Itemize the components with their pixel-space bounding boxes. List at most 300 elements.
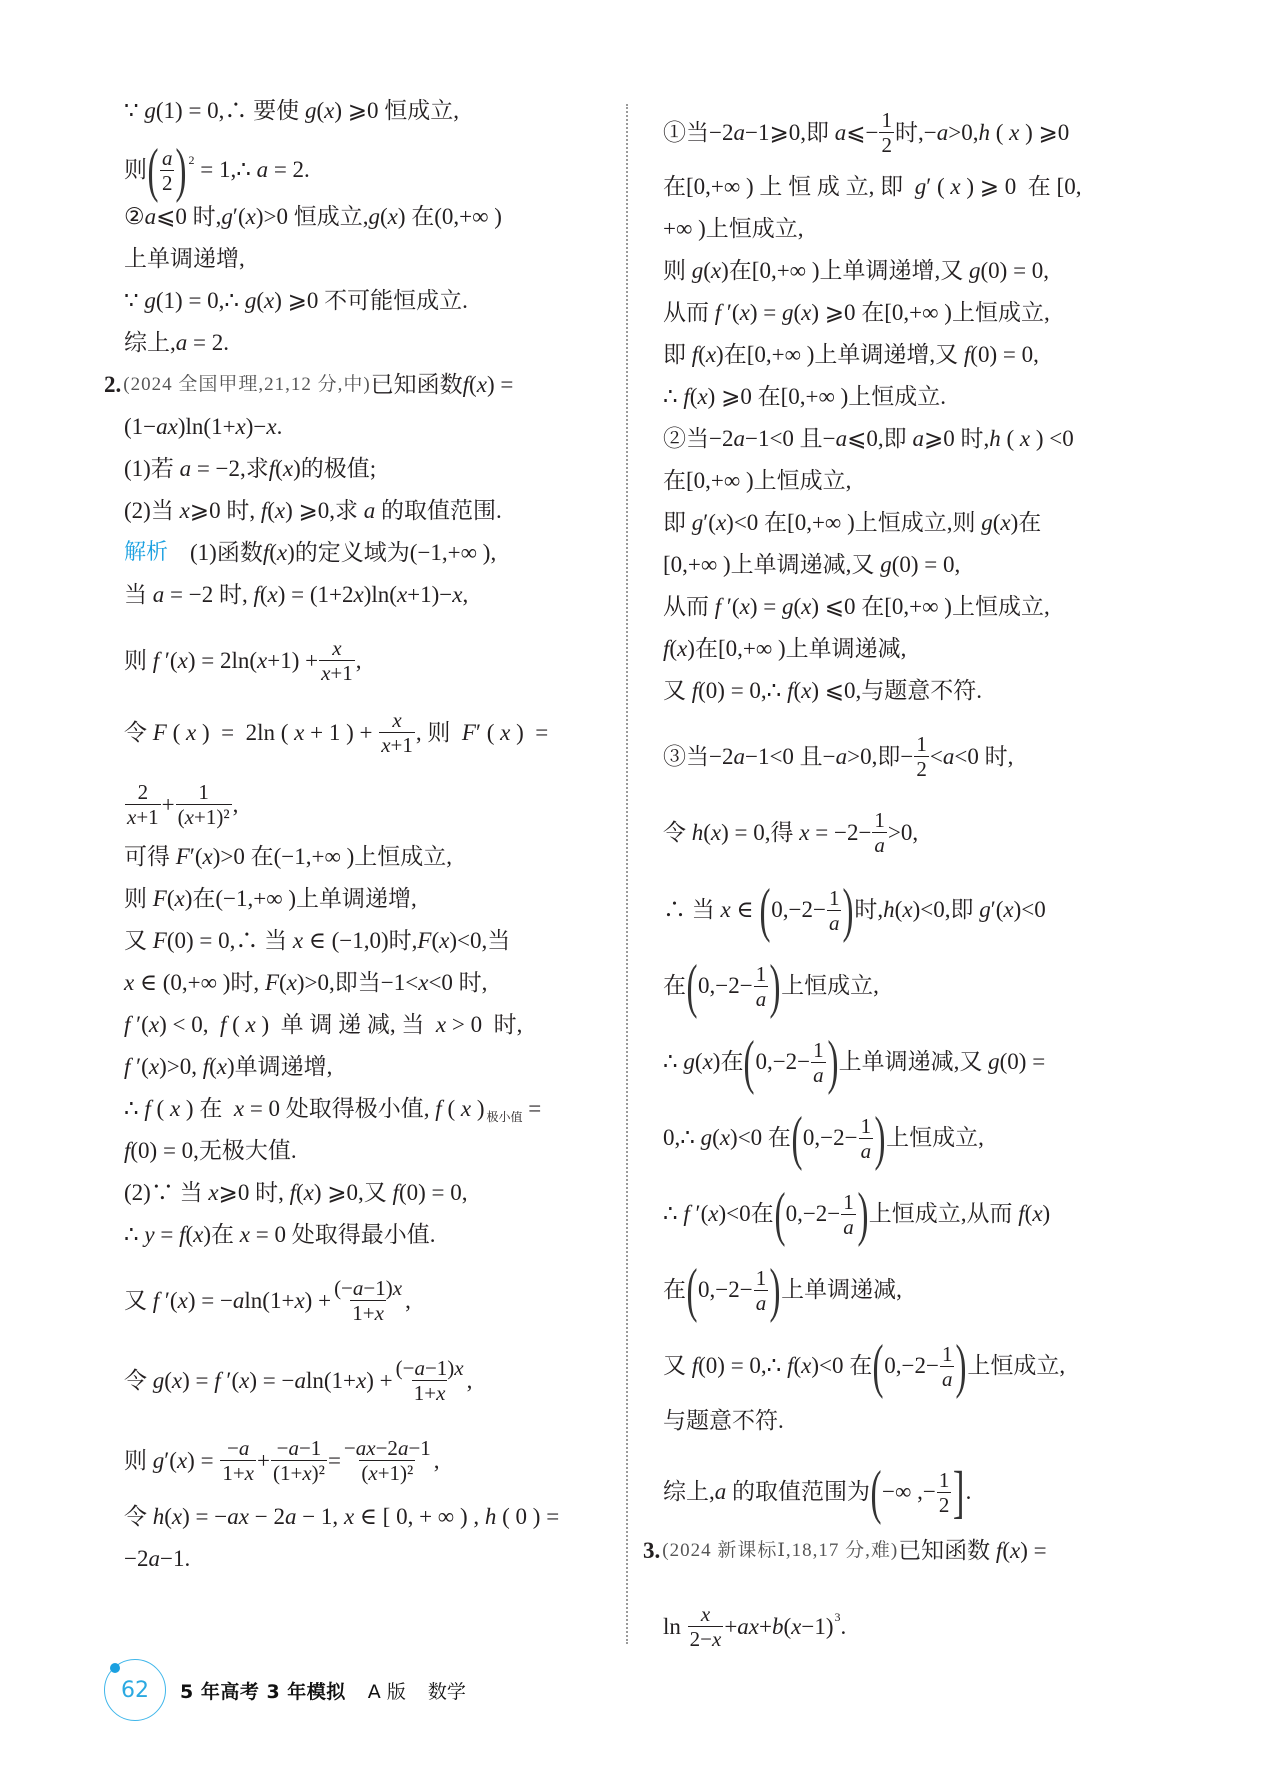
text-run: 又 xyxy=(124,1287,153,1313)
math-variable: x xyxy=(381,733,391,757)
text-run: 综上, xyxy=(124,330,176,355)
math-variable: x xyxy=(719,1125,731,1150)
math-variable: x xyxy=(1009,119,1020,145)
fraction-numerator xyxy=(859,1114,874,1138)
text-run: ln(1+ xyxy=(244,1287,295,1313)
text-run: ( xyxy=(379,204,388,229)
frac-part xyxy=(414,1381,446,1405)
math-variable: f xyxy=(202,1054,210,1079)
text-run: ⩾0 时, xyxy=(218,1180,290,1205)
text-line xyxy=(663,108,1069,157)
math-variable: f xyxy=(124,1054,131,1079)
text-run: ) 单 调 递 减, 当 xyxy=(255,1012,436,1037)
text-run: ( xyxy=(694,1049,703,1074)
text-run: 的取值范围. xyxy=(375,498,502,523)
text-line xyxy=(124,842,452,872)
math-variable: a xyxy=(835,743,848,769)
math-variable: a xyxy=(397,1436,409,1460)
math-text: 2 xyxy=(161,170,173,195)
math-variable: x xyxy=(392,1276,403,1300)
text-run: ∈ (−1,0)时, xyxy=(303,928,418,953)
math-variable: f xyxy=(392,1180,399,1205)
text-run: ∴ xyxy=(663,1049,684,1074)
math-variable: f xyxy=(289,1180,296,1205)
math-variable: a xyxy=(294,1367,306,1393)
math-variable: a xyxy=(942,743,955,769)
fraction xyxy=(872,808,887,857)
math-variable: f xyxy=(714,594,722,619)
math-variable: x xyxy=(720,897,731,922)
math-variable: x xyxy=(711,1627,722,1651)
math-variable: a xyxy=(232,1287,245,1313)
math-variable: x xyxy=(264,288,275,313)
math-variable: g xyxy=(979,897,991,922)
text-run: ′( xyxy=(164,1447,177,1473)
text-run: )在 xyxy=(203,1222,240,1247)
text-run: ) = − xyxy=(187,1287,233,1313)
text-run: = 1,∴ xyxy=(194,157,257,182)
frac-part xyxy=(874,833,885,857)
math-variable: x xyxy=(801,594,812,619)
math-variable: a xyxy=(179,456,192,481)
math-variable: x xyxy=(245,1012,256,1037)
text-line xyxy=(124,1220,436,1250)
text-line xyxy=(663,1029,1046,1095)
frac-part xyxy=(756,987,767,1011)
fraction xyxy=(914,732,929,781)
text-run: + xyxy=(724,1613,738,1639)
page-number: 62 xyxy=(121,1677,149,1703)
math-variable: x xyxy=(171,1504,183,1529)
text-run: ( xyxy=(209,1054,217,1079)
math-variable: x xyxy=(801,1353,812,1378)
math-variable: x xyxy=(276,540,288,565)
text-line xyxy=(124,96,459,126)
big-parenthesis: ( xyxy=(743,1029,755,1095)
math-variable: a xyxy=(256,157,269,182)
text-run: )的定义域为(−1,+∞ ), xyxy=(287,540,497,565)
math-variable: x xyxy=(700,1602,711,1626)
text-run: ( xyxy=(185,1222,194,1247)
math-text: 1 xyxy=(860,1113,872,1138)
text-run: = 0 处取得极小值, xyxy=(244,1096,436,1121)
text-run: ) + xyxy=(366,1367,393,1393)
text-line xyxy=(663,214,804,244)
text-line xyxy=(124,1094,541,1124)
frac-part xyxy=(756,962,767,986)
math-variable: x xyxy=(355,1367,367,1393)
text-line xyxy=(124,636,362,685)
fraction-denominator xyxy=(271,1460,327,1485)
text-line xyxy=(663,732,1013,781)
text-run: (1− xyxy=(124,414,157,439)
text-run: ) ⩽0 在[0,+∞ )上恒成立, xyxy=(811,594,1050,619)
text-line xyxy=(663,1257,902,1323)
math-variable: g xyxy=(221,204,233,229)
fraction xyxy=(754,1266,769,1315)
fraction-numerator xyxy=(160,146,175,170)
text-run: ( xyxy=(712,1125,720,1150)
fraction-numerator xyxy=(940,1342,955,1366)
fraction-denominator xyxy=(160,170,175,195)
math-variable: x xyxy=(677,636,688,661)
text-run: ) = xyxy=(486,372,514,397)
text-run: ) = xyxy=(1020,1538,1047,1563)
text-run: (0) = 0, xyxy=(970,342,1039,367)
text-run: 则 xyxy=(124,886,153,911)
text-run: ∵ xyxy=(124,288,145,313)
text-run: ( xyxy=(431,928,440,953)
text-run: ln(1+ xyxy=(305,1367,356,1393)
fraction-numerator xyxy=(827,886,842,910)
text-run: ) <0 xyxy=(1030,426,1074,451)
text-run: . xyxy=(276,414,283,439)
text-run: ∈ [ 0, + ∞ ) , xyxy=(354,1504,485,1529)
text-run: ) = xyxy=(749,594,782,619)
math-variable: f xyxy=(683,1201,690,1226)
math-variable: f xyxy=(152,647,160,673)
text-run: 又 xyxy=(124,928,153,953)
math-variable: x xyxy=(1019,426,1031,451)
text-run: )单调递增, xyxy=(226,1054,333,1079)
fraction-numerator xyxy=(811,1038,826,1062)
math-variable: x xyxy=(710,258,722,283)
text-run: ( xyxy=(269,540,277,565)
text-run: 综上, xyxy=(663,1479,715,1504)
big-parenthesis: ( xyxy=(686,953,698,1019)
math-text: 1 xyxy=(881,108,892,132)
math-variable: f xyxy=(144,1096,151,1121)
text-run: 则 xyxy=(124,647,153,673)
fraction-numerator xyxy=(394,1356,466,1380)
math-text: −2 xyxy=(375,1436,398,1460)
text-run: ( xyxy=(164,1504,172,1529)
math-variable: f xyxy=(219,1012,227,1037)
text-run: (0) = 0,∴ xyxy=(698,678,788,703)
frac-part xyxy=(939,1493,950,1517)
text-run: ⩽− xyxy=(846,119,879,145)
math-variable: x xyxy=(500,719,511,745)
math-variable: b xyxy=(772,1613,784,1639)
frac-part xyxy=(874,808,885,832)
text-run: +1) + xyxy=(267,647,319,673)
text-run: ′( xyxy=(189,844,203,869)
text-run: ′( xyxy=(232,204,246,229)
math-variable: x xyxy=(235,414,246,439)
fraction-denominator xyxy=(379,732,415,757)
text-run: ( xyxy=(992,510,1001,535)
math-text: ( xyxy=(361,1461,369,1485)
math-variable: x xyxy=(294,719,305,745)
text-run: ( xyxy=(783,1613,792,1639)
fraction xyxy=(176,780,232,829)
fraction xyxy=(271,1436,327,1485)
math-variable: f xyxy=(683,384,690,409)
frac-part xyxy=(277,1436,322,1460)
big-parenthesis: ( xyxy=(870,1459,882,1525)
text-run: 则 xyxy=(124,157,147,182)
text-run: ′( xyxy=(130,1012,149,1037)
text-run: 0,∴ xyxy=(663,1125,701,1150)
text-run: )>0 恒成立, xyxy=(255,204,369,229)
text-line xyxy=(124,412,282,442)
text-run: ( xyxy=(295,1180,304,1205)
text-run: ) ⩾0,又 xyxy=(313,1180,393,1205)
math-variable: x xyxy=(454,1356,464,1380)
math-variable: F xyxy=(152,928,167,953)
fraction xyxy=(811,1038,826,1087)
math-variable: f xyxy=(268,456,276,481)
fraction xyxy=(754,962,769,1011)
text-run: 令 xyxy=(663,819,692,845)
big-parenthesis: ) xyxy=(827,1029,839,1095)
frac-part xyxy=(829,886,840,910)
text-run: )>0 在(−1,+∞ )上恒成立, xyxy=(212,844,453,869)
math-text: 2− xyxy=(689,1627,712,1651)
text-run: )<0 在 xyxy=(811,1353,873,1378)
text-run: , 则 xyxy=(415,719,462,745)
text-run: ( xyxy=(793,1353,802,1378)
math-variable: x xyxy=(171,1367,183,1393)
subscript: 极小值 xyxy=(486,1110,523,1124)
frac-part xyxy=(843,1215,854,1239)
fraction-denominator xyxy=(859,1138,874,1163)
big-parenthesis: ( xyxy=(147,137,159,203)
text-run: (2)∵ 当 xyxy=(124,1180,209,1205)
math-text: 2 xyxy=(137,780,149,804)
frac-part xyxy=(690,1627,722,1651)
text-line xyxy=(124,968,487,998)
fraction-denominator xyxy=(879,132,894,157)
text-run: 则 xyxy=(124,1447,153,1473)
fraction-denominator xyxy=(359,1460,415,1485)
text-run: ( xyxy=(793,594,802,619)
math-variable: x xyxy=(148,1054,160,1079)
big-parenthesis: ( xyxy=(774,1181,786,1247)
frac-part xyxy=(881,108,892,132)
math-text: 1 xyxy=(828,885,840,910)
math-variable: a xyxy=(152,582,165,607)
text-run: 可得 xyxy=(124,844,176,869)
math-variable: g xyxy=(683,1049,695,1074)
frac-part xyxy=(344,1436,431,1460)
text-run: ′( xyxy=(159,1287,178,1313)
text-line xyxy=(124,244,245,274)
text-run: >0, xyxy=(887,819,919,845)
math-variable: a xyxy=(238,1436,250,1460)
text-run: ) = xyxy=(510,719,549,745)
math-variable: g xyxy=(304,98,317,123)
frac-part xyxy=(843,1190,854,1214)
math-variable: a xyxy=(912,426,924,451)
text-run: ) = (1+2 xyxy=(277,582,354,607)
text-run: (0) = xyxy=(999,1049,1046,1074)
math-variable: a xyxy=(860,1138,872,1163)
math-variable: x xyxy=(950,174,961,199)
text-run: −1⩾0,即 xyxy=(744,119,835,145)
math-variable: x xyxy=(697,384,708,409)
text-line xyxy=(124,202,502,232)
text-run: <0 时, xyxy=(428,970,488,995)
fraction-denominator xyxy=(940,1366,955,1391)
math-variable: h xyxy=(883,897,895,922)
math-variable: f xyxy=(253,582,260,607)
math-variable: a xyxy=(355,1436,367,1460)
fraction-numerator xyxy=(879,108,894,132)
math-variable: y xyxy=(144,1222,155,1247)
math-variable: a xyxy=(813,1062,824,1087)
fraction-denominator xyxy=(176,804,232,829)
math-variable: f xyxy=(124,1138,131,1163)
text-run: ) < 0, xyxy=(159,1012,220,1037)
text-run: −1. xyxy=(159,1546,191,1571)
text-run: <0 时, xyxy=(954,743,1014,769)
frac-part xyxy=(813,1063,824,1087)
text-line xyxy=(124,538,496,568)
text-run: 上单调递减,又 xyxy=(838,1049,989,1074)
text-line xyxy=(663,382,946,412)
math-variable: g xyxy=(691,258,704,283)
math-variable: F xyxy=(175,844,190,869)
math-variable: a xyxy=(936,119,949,145)
fraction xyxy=(688,1602,724,1651)
fraction xyxy=(125,780,161,829)
text-run: 已知函数 xyxy=(898,1538,996,1563)
text-line xyxy=(124,1436,440,1485)
text-run: (0) = 0, xyxy=(980,258,1050,283)
text-run: ∴ 当 xyxy=(663,897,721,922)
math-variable: x xyxy=(233,1096,245,1121)
text-run: + xyxy=(256,1447,270,1473)
text-run: = 0 处取得最小值. xyxy=(250,1222,436,1247)
fraction-denominator xyxy=(319,660,355,685)
math-variable: f xyxy=(262,540,270,565)
fraction-numerator xyxy=(841,1190,856,1214)
math-text: 2 xyxy=(938,1492,950,1517)
text-run: (0) = 0, xyxy=(891,552,961,577)
fraction-numerator xyxy=(390,708,403,732)
text-run: ( xyxy=(441,1096,461,1121)
math-variable: x xyxy=(708,1201,719,1226)
big-parenthesis: ( xyxy=(759,877,771,943)
text-run: [0,+∞ )上单调递减,又 xyxy=(663,552,881,577)
big-parenthesis: ) xyxy=(842,877,854,943)
subject-label: 数学 xyxy=(427,1680,466,1703)
text-run: ( xyxy=(469,372,477,397)
fraction-denominator xyxy=(827,910,842,935)
math-variable: F xyxy=(417,928,432,953)
text-run: )<0 xyxy=(1013,897,1046,922)
text-run: , xyxy=(433,1447,440,1473)
math-variable: x xyxy=(353,582,364,607)
text-run: −1<0 且− xyxy=(744,426,836,451)
math-variable: x xyxy=(148,1012,160,1037)
math-text: +1)² xyxy=(377,1461,414,1485)
frac-part xyxy=(162,146,173,170)
math-variable: f xyxy=(152,1287,160,1313)
text-line xyxy=(124,1356,472,1405)
math-variable: x xyxy=(387,204,398,229)
math-variable: x xyxy=(436,1381,446,1405)
text-run: 0,−2− xyxy=(802,1125,858,1150)
math-text: (1+ xyxy=(272,1461,303,1485)
text-run: ) xyxy=(471,1096,485,1121)
text-run: ) ⩾0 恒成立, xyxy=(334,98,460,123)
text-run: )<0在 xyxy=(718,1201,774,1226)
text-run: ) = 2ln ( xyxy=(196,719,295,745)
text-run: ( xyxy=(256,288,264,313)
text-run: 当 xyxy=(124,582,153,607)
text-run: ( xyxy=(267,498,275,523)
text-run: ′( xyxy=(159,647,178,673)
text-run: = −2− xyxy=(809,819,872,845)
math-variable: a xyxy=(175,330,188,355)
fraction-denominator xyxy=(841,1214,856,1239)
text-run: 即 xyxy=(663,342,692,367)
math-text: ( xyxy=(177,805,185,829)
text-run: ⩽0 时, xyxy=(156,204,222,229)
math-variable: a xyxy=(414,1356,425,1380)
big-parenthesis: ) xyxy=(175,137,187,203)
fraction xyxy=(319,636,355,685)
fraction xyxy=(220,1436,256,1485)
text-line xyxy=(124,708,548,757)
fraction-denominator xyxy=(754,986,769,1011)
text-line xyxy=(663,676,982,706)
fraction-numerator xyxy=(754,962,769,986)
text-line xyxy=(124,1010,522,1040)
text-run: ⩾0 时, xyxy=(189,498,261,523)
fraction xyxy=(879,108,894,157)
math-variable: x xyxy=(324,98,335,123)
text-line xyxy=(663,1459,972,1525)
text-run: , xyxy=(462,582,469,607)
text-run: 上单调递减, xyxy=(781,1277,902,1302)
math-variable: a xyxy=(148,1546,160,1571)
question-number: 2. xyxy=(104,372,122,397)
text-run: (1) = 0,∴ xyxy=(155,288,245,313)
math-variable: x xyxy=(257,647,268,673)
text-run: ( xyxy=(1002,1538,1010,1563)
frac-part xyxy=(392,708,401,732)
math-variable: g xyxy=(981,510,993,535)
math-text: )² xyxy=(311,1461,325,1485)
text-run: ) ⩾0,求 xyxy=(285,498,364,523)
text-run: 上恒成立,从而 xyxy=(868,1201,1019,1226)
math-text: −1 xyxy=(408,1436,431,1460)
math-text: − xyxy=(226,1436,239,1460)
math-variable: x xyxy=(476,372,487,397)
math-variable: a xyxy=(835,426,848,451)
text-run: +∞ )上恒成立, xyxy=(663,216,804,241)
math-variable: f xyxy=(714,300,722,325)
text-run: ( xyxy=(316,98,325,123)
math-text: 1 xyxy=(813,1037,824,1062)
text-run: ( xyxy=(698,342,706,367)
text-run: ) ⩾0 xyxy=(1019,119,1070,145)
math-variable: x xyxy=(244,1461,254,1485)
text-run: ( xyxy=(166,719,186,745)
text-run: 令 xyxy=(124,1504,153,1529)
math-variable: h xyxy=(484,1504,497,1529)
text-run: ∴ xyxy=(663,384,684,409)
frac-part xyxy=(916,757,927,781)
text-run: 与题意不符. xyxy=(663,1408,784,1433)
fraction-numerator xyxy=(937,1468,952,1492)
text-line xyxy=(124,580,468,610)
text-run: ) = xyxy=(749,300,782,325)
frac-part xyxy=(334,1276,402,1300)
